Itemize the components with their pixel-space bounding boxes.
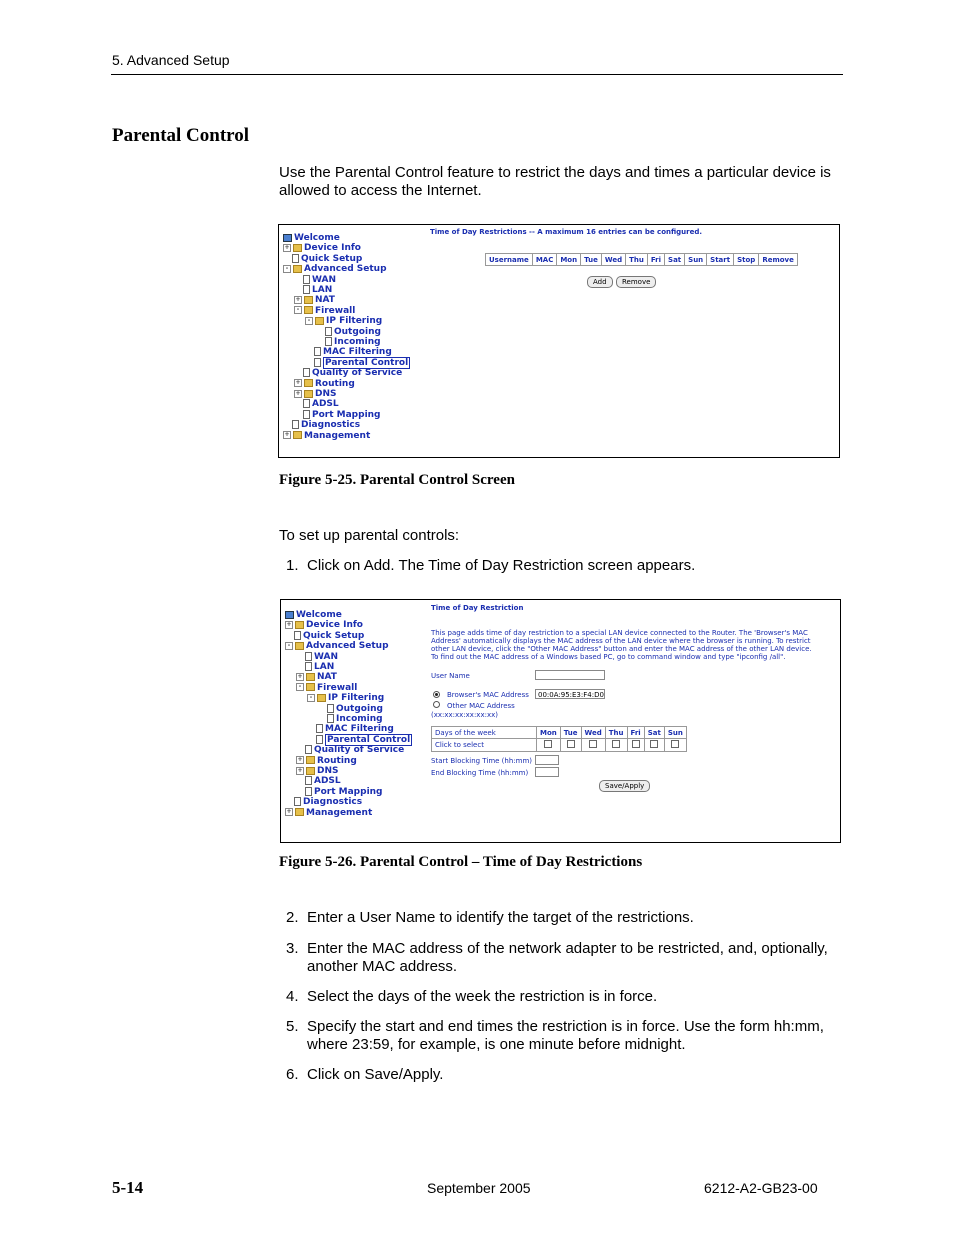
tree-item-label: Quick Setup — [303, 630, 365, 641]
collapse-icon[interactable]: - — [307, 694, 315, 702]
day-cell — [644, 739, 664, 752]
folder-icon — [306, 756, 315, 764]
tree-item[interactable] — [285, 610, 342, 620]
user-name-label: User Name — [431, 672, 470, 680]
restrictions-title: Time of Day Restrictions -- A maximum 16 entries can be configured. — [430, 228, 703, 236]
tree-item[interactable] — [285, 641, 389, 651]
column-header: Sun — [685, 254, 707, 266]
tree-item[interactable] — [285, 620, 363, 630]
column-header: Wed — [601, 254, 625, 266]
column-header: MAC — [532, 254, 557, 266]
figure-caption-1: Figure 5-25. Parental Control Screen — [279, 472, 515, 488]
browser-mac-field[interactable]: 00:0A:95:E3:F4:D0 — [535, 689, 605, 699]
page-icon — [316, 735, 323, 744]
tree-item-label: Advanced Setup — [304, 264, 387, 275]
tree-item[interactable] — [305, 745, 404, 755]
save-apply-button[interactable]: Save/Apply — [599, 780, 650, 792]
other-mac-label: Other MAC Address — [447, 702, 515, 710]
page-icon — [303, 285, 310, 294]
tree-item[interactable] — [283, 431, 370, 441]
tree-item-label: DNS — [317, 766, 339, 776]
folder-icon — [295, 642, 304, 650]
remove-button[interactable]: Remove — [616, 276, 656, 288]
step-text: Click on Add. The Time of Day Restriction screen appears. — [307, 557, 696, 574]
tree-item-label: Advanced Setup — [306, 641, 389, 652]
tree-item[interactable] — [294, 389, 337, 399]
step-number: 2. — [286, 909, 299, 926]
page-icon — [327, 704, 334, 713]
column-header: Tue — [581, 254, 602, 266]
tree-item-label: NAT — [315, 295, 335, 306]
expand-icon[interactable]: + — [297, 756, 303, 764]
day-cell — [664, 739, 686, 752]
tree-item-label: MAC Filtering — [325, 724, 394, 735]
folder-icon — [304, 379, 313, 387]
expand-icon[interactable]: + — [286, 808, 292, 816]
tree-item[interactable] — [316, 724, 394, 734]
tree-item-label: Port Mapping — [314, 786, 383, 797]
day-header: Fri — [627, 727, 644, 739]
time-of-day-screenshot — [280, 599, 841, 843]
tree-item[interactable] — [285, 808, 372, 818]
user-name-input[interactable] — [535, 670, 605, 680]
page-number: 5-14 — [112, 1178, 144, 1197]
collapse-icon[interactable]: - — [283, 265, 291, 273]
tree-item[interactable] — [303, 368, 402, 378]
tree-item-label: Firewall — [315, 305, 356, 316]
tree-item[interactable] — [303, 410, 381, 420]
doc-number: 6212-A2-GB23-00 — [704, 1180, 818, 1196]
tree-item-label: Outgoing — [334, 326, 381, 337]
tree-item[interactable] — [307, 693, 384, 703]
tree-item[interactable] — [294, 295, 335, 305]
tree-item-label: Quality of Service — [312, 368, 403, 379]
folder-icon — [304, 306, 313, 314]
start-time-input[interactable] — [535, 755, 559, 765]
tree-item[interactable] — [294, 631, 364, 641]
page-icon — [292, 254, 299, 263]
day-header: Mon — [537, 727, 561, 739]
step-text: Specify the start and end times the restriction is in force. Use the form hh:mm, where 23:59, for example, is one minute before midnight. — [307, 1018, 824, 1053]
tree-item-label: WAN — [312, 274, 337, 285]
step-number: 1. — [286, 557, 299, 574]
tree-item[interactable] — [314, 358, 410, 368]
column-header: Fri — [647, 254, 664, 266]
step-number: 5. — [286, 1018, 299, 1035]
expand-icon[interactable]: + — [295, 379, 301, 387]
column-header: Stop — [734, 254, 759, 266]
running-header: 5. Advanced Setup — [112, 52, 230, 68]
day-cell — [627, 739, 644, 752]
tree-item[interactable] — [314, 347, 392, 357]
folder-icon — [306, 767, 315, 775]
add-button[interactable]: Add — [587, 276, 613, 288]
page-icon — [294, 631, 301, 640]
tree-item-label: ADSL — [312, 399, 339, 410]
tree-item-label: Incoming — [336, 714, 383, 724]
day-checkbox[interactable] — [671, 740, 679, 748]
tree-item-label: Parental Control — [325, 357, 409, 368]
folder-icon — [315, 317, 324, 325]
tree-item-label: Port Mapping — [312, 409, 381, 420]
page-icon — [303, 410, 310, 419]
column-header: Remove — [759, 254, 798, 266]
tree-item-label: Diagnostics — [303, 797, 363, 808]
day-header: Sat — [644, 727, 664, 739]
header-rule — [111, 74, 843, 75]
tree-item[interactable] — [325, 337, 381, 347]
step-number: 6. — [286, 1066, 299, 1083]
intro-paragraph: Use the Parental Control feature to restrict the days and times a particular device is allowed to access the Internet. — [279, 164, 831, 199]
expand-icon[interactable]: + — [286, 620, 292, 628]
day-checkbox[interactable] — [567, 740, 575, 748]
tree-item-label: LAN — [314, 662, 335, 672]
tod-title: Time of Day Restriction — [431, 604, 524, 612]
folder-icon — [317, 694, 326, 702]
tree-item-label: NAT — [317, 672, 337, 683]
tree-item-label: Routing — [317, 755, 357, 766]
column-header: Username — [486, 254, 533, 266]
page-icon — [327, 714, 334, 723]
day-checkbox[interactable] — [589, 740, 597, 748]
page-icon — [305, 787, 312, 796]
column-header: Sat — [665, 254, 685, 266]
tree-item-label: Routing — [315, 378, 355, 389]
tree-item-label: Welcome — [294, 233, 340, 243]
globe-icon — [285, 611, 294, 619]
day-checkbox[interactable] — [632, 740, 640, 748]
day-header: Wed — [581, 727, 605, 739]
tree-item-label: Quick Setup — [301, 253, 363, 264]
collapse-icon[interactable]: - — [285, 642, 293, 650]
page-icon — [314, 347, 321, 356]
day-checkbox[interactable] — [612, 740, 620, 748]
figure-caption-2: Figure 5-26. Parental Control – Time of Day Restrictions — [279, 854, 643, 870]
tree-item[interactable] — [325, 327, 381, 337]
days-table — [431, 726, 687, 752]
other-mac-hint: (xx:xx:xx:xx:xx:xx) — [431, 711, 498, 719]
tree-item[interactable] — [305, 316, 382, 326]
tree-item-label: Firewall — [317, 682, 358, 693]
collapse-icon[interactable]: - — [305, 317, 313, 325]
folder-icon — [293, 265, 302, 273]
tree-item[interactable] — [283, 233, 340, 243]
collapse-icon[interactable]: - — [296, 683, 304, 691]
page-icon — [303, 399, 310, 408]
tree-item[interactable] — [305, 787, 383, 797]
expand-icon[interactable]: + — [297, 766, 303, 774]
page-icon — [325, 337, 332, 346]
tree-item[interactable] — [292, 420, 360, 430]
tree-item[interactable] — [327, 704, 383, 714]
folder-icon — [295, 621, 304, 629]
step-text: Enter the MAC address of the network adapter to be restricted, and, optionally, another MAC address. — [307, 940, 828, 975]
restrictions-table — [485, 253, 798, 266]
days-label: Days of the week — [432, 727, 537, 739]
column-header: Start — [707, 254, 734, 266]
tree-item[interactable] — [294, 306, 355, 316]
tree-item-label: Outgoing — [336, 703, 383, 714]
tree-item-label: Welcome — [296, 610, 342, 620]
browser-mac-label: Browser's MAC Address — [447, 691, 529, 699]
folder-icon — [304, 390, 313, 398]
tree-item-label: Parental Control — [327, 734, 411, 745]
expand-icon[interactable]: + — [295, 389, 301, 397]
expand-icon[interactable]: + — [284, 243, 290, 251]
folder-icon — [293, 244, 302, 252]
start-time-label: Start Blocking Time (hh:mm) — [431, 757, 532, 765]
tree-item[interactable] — [294, 797, 362, 807]
folder-icon — [306, 683, 315, 691]
click-label: Click to select — [432, 739, 537, 752]
tree-item-label: Device Info — [306, 620, 363, 631]
column-header: Mon — [557, 254, 581, 266]
tree-item[interactable] — [283, 264, 387, 274]
page-icon — [305, 662, 312, 671]
expand-icon[interactable]: + — [295, 295, 301, 303]
tree-item-label: Management — [306, 807, 373, 818]
tree-item[interactable] — [303, 399, 339, 409]
browser-mac-radio[interactable] — [433, 691, 440, 698]
page-icon — [292, 420, 299, 429]
step-number: 4. — [286, 988, 299, 1005]
folder-icon — [293, 431, 302, 439]
page-icon — [316, 724, 323, 733]
page-icon — [305, 776, 312, 785]
tree-item[interactable] — [296, 756, 357, 766]
page-icon — [305, 652, 312, 661]
tree-item-label: IP Filtering — [328, 693, 385, 704]
tree-item[interactable] — [292, 254, 362, 264]
day-header: Tue — [560, 727, 581, 739]
end-time-input[interactable] — [535, 767, 559, 777]
expand-icon[interactable]: + — [284, 431, 290, 439]
setup-intro: To set up parental controls: — [279, 527, 460, 544]
tree-item-label: LAN — [312, 285, 333, 295]
footer-date: September 2005 — [427, 1180, 531, 1196]
page-icon — [305, 745, 312, 754]
tree-item-label: Incoming — [334, 337, 381, 347]
tree-item[interactable] — [305, 652, 338, 662]
day-cell — [605, 739, 627, 752]
folder-icon — [306, 673, 315, 681]
tree-item-label: MAC Filtering — [323, 347, 392, 358]
day-checkbox[interactable] — [650, 740, 658, 748]
column-header: Thu — [626, 254, 648, 266]
tree-item-label: Diagnostics — [301, 420, 361, 431]
tree-item-label: IP Filtering — [326, 316, 383, 327]
tree-item[interactable] — [303, 285, 332, 295]
tree-item[interactable] — [296, 672, 337, 682]
tree-item-label: DNS — [315, 389, 337, 399]
tree-item[interactable] — [305, 662, 334, 672]
globe-icon — [283, 234, 292, 242]
end-time-label: End Blocking Time (hh:mm) — [431, 769, 529, 777]
tree-item-label: WAN — [314, 651, 339, 662]
page-icon — [325, 327, 332, 336]
day-header: Thu — [605, 727, 627, 739]
step-text: Click on Save/Apply. — [307, 1066, 444, 1083]
tree-item[interactable] — [296, 683, 357, 693]
page-icon — [294, 797, 301, 806]
tree-item[interactable] — [294, 379, 355, 389]
parental-control-screenshot — [278, 224, 840, 458]
section-heading: Parental Control — [112, 125, 250, 146]
collapse-icon[interactable]: - — [294, 306, 302, 314]
tree-item-label: Quality of Service — [314, 745, 405, 756]
tree-item[interactable] — [283, 243, 361, 253]
day-cell — [560, 739, 581, 752]
day-header: Sun — [664, 727, 686, 739]
day-checkbox[interactable] — [544, 740, 552, 748]
page-icon — [314, 358, 321, 367]
folder-icon — [304, 296, 313, 304]
day-cell — [537, 739, 561, 752]
other-mac-radio[interactable] — [433, 701, 440, 708]
tree-item[interactable] — [296, 766, 339, 776]
page-icon — [303, 275, 310, 284]
expand-icon[interactable]: + — [297, 672, 303, 680]
tree-item-label: Management — [304, 430, 371, 441]
page-icon — [303, 368, 310, 377]
folder-icon — [295, 808, 304, 816]
tree-item[interactable] — [327, 714, 383, 724]
tree-item-label: Device Info — [304, 243, 361, 254]
tree-item[interactable] — [303, 275, 336, 285]
step-text: Select the days of the week the restriction is in force. — [307, 988, 658, 1005]
step-text: Enter a User Name to identify the target of the restrictions. — [307, 909, 694, 926]
day-cell — [581, 739, 605, 752]
step-number: 3. — [286, 940, 299, 957]
tree-item[interactable] — [305, 776, 341, 786]
tree-item-label: ADSL — [314, 776, 341, 787]
tree-item[interactable] — [316, 735, 412, 745]
tod-description: This page adds time of day restriction to a special LAN device connected to the Router. The 'Browser's MAC Address' automatically displays the MAC address of the LAN device where the browser is running. To restrict other LAN device, click the "Other MAC Address" button and enter the MAC address of the other LAN device. To find out the MAC address of a Windows based PC, go to command window and type "ipconfig /all". — [431, 629, 812, 661]
